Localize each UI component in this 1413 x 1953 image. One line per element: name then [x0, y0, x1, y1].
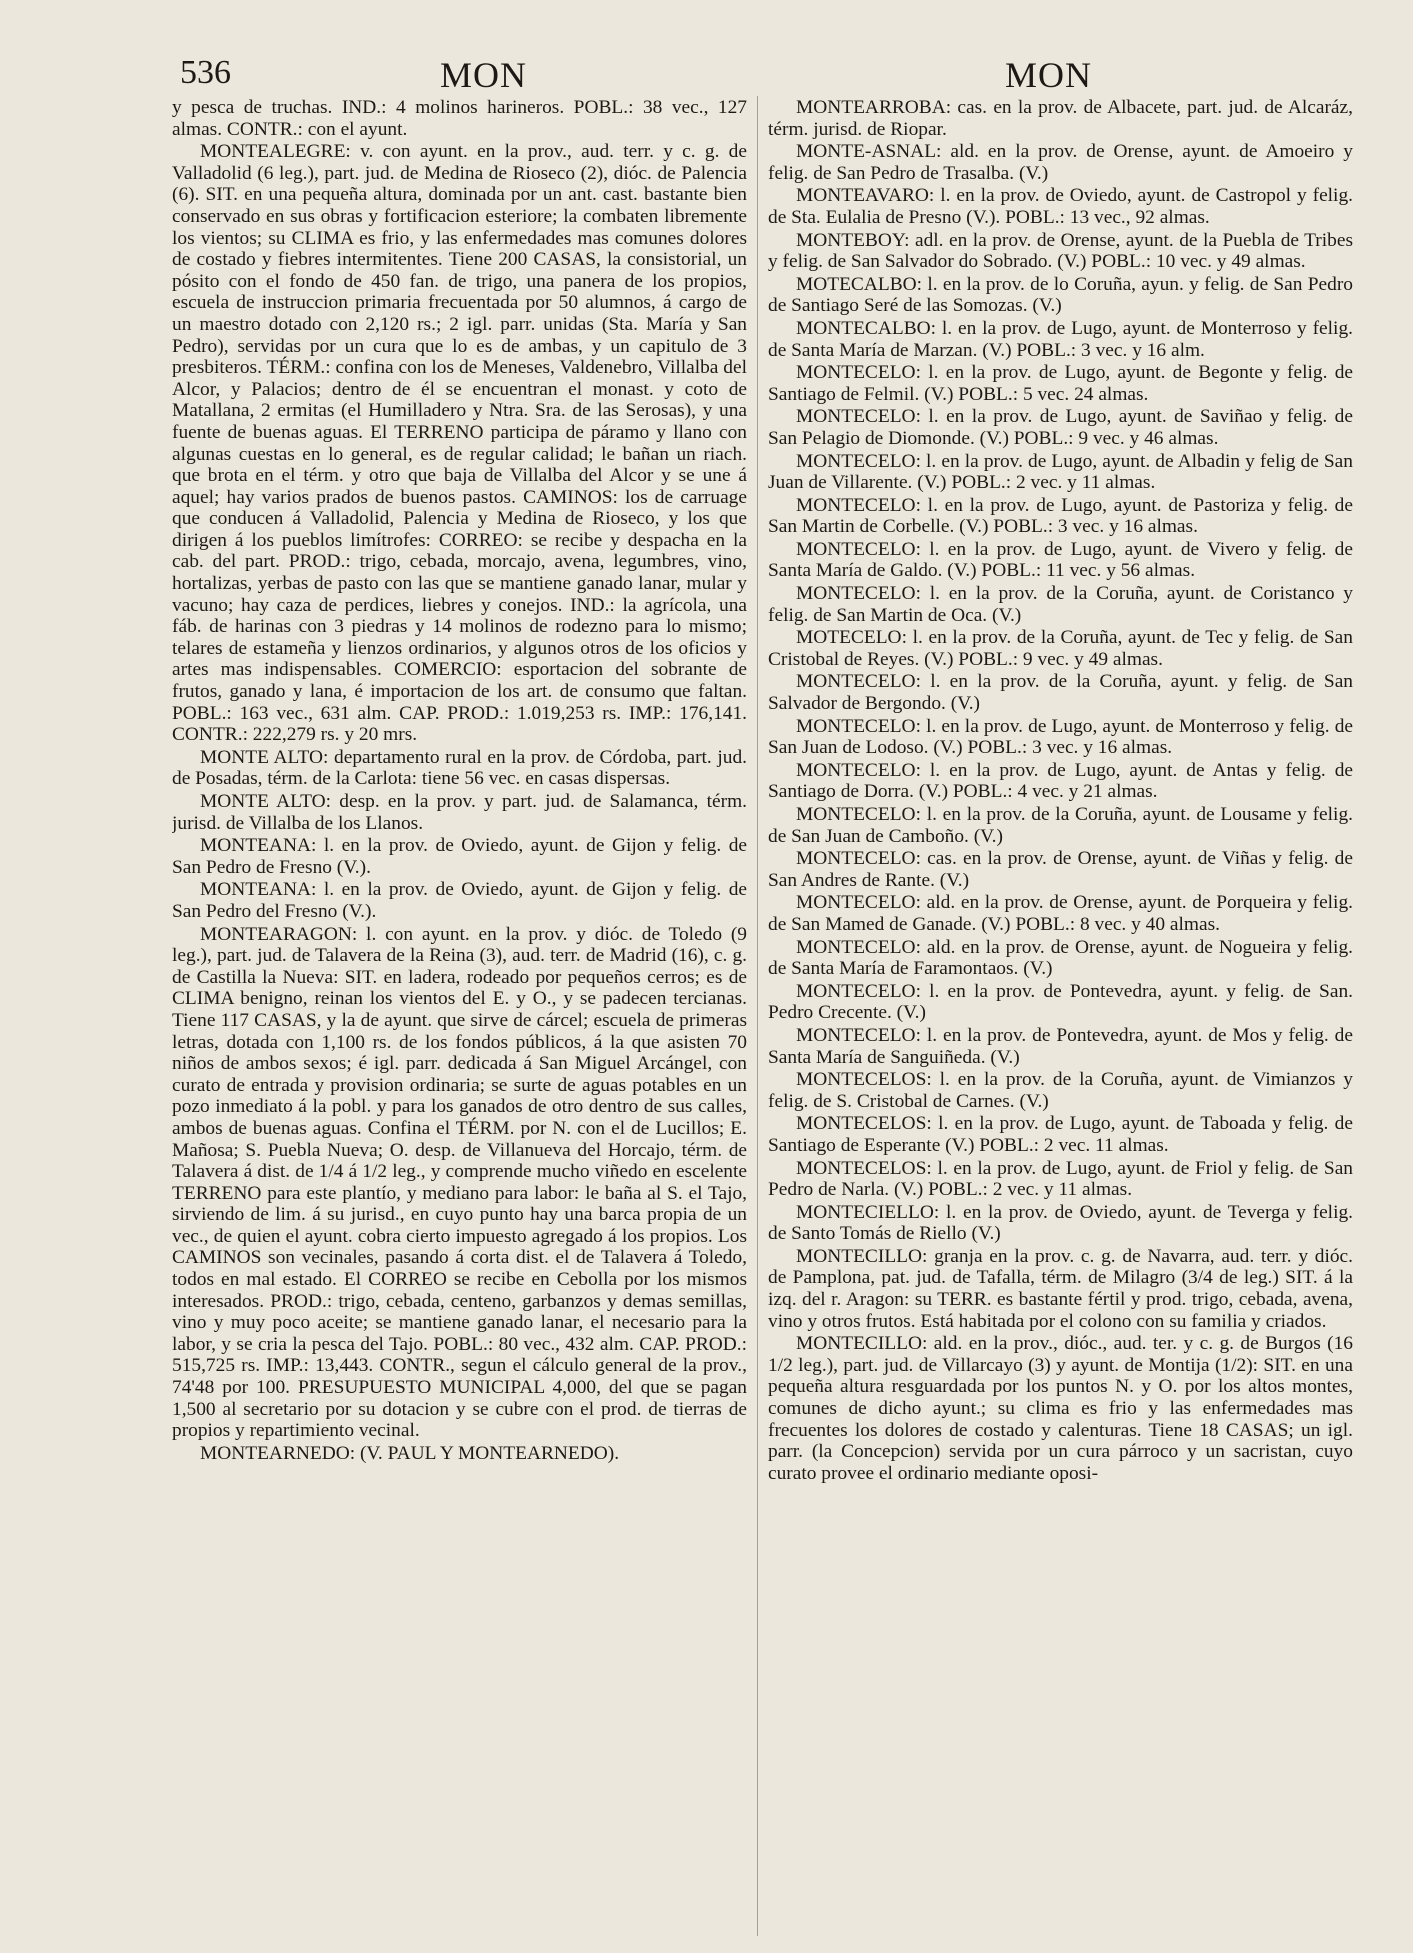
- entry-headword: MONTECELO: [796, 450, 916, 472]
- entry-headword: MONTEANA: [200, 835, 311, 857]
- entry-r21: [768, 1025, 1353, 1068]
- entry-body: : l. en la prov. de Lugo, ayunt. de Saviñao y felig. de San Pelagio de Diomonde. (V.) POBL.: 9 vec. y 46 almas.: [768, 406, 1353, 449]
- entry-body: : ald. en la prov. de Orense, ayunt. de Amoeiro y felig. de San Pedro de Trasalba. (V.): [768, 141, 1353, 184]
- entry-headword: MONTECELO: [796, 892, 916, 914]
- entry-r06: [768, 362, 1353, 405]
- entry-headword: MONTE ALTO: [200, 746, 324, 768]
- entry-headword: MONTECELO: [796, 759, 916, 781]
- entry-headword: MONTECELOS: [796, 1157, 927, 1179]
- entry-headword: MOTECELO: [796, 627, 902, 649]
- entry-headword: MONTECIELLO: [796, 1201, 934, 1223]
- entry-r24: [768, 1158, 1353, 1201]
- entry-body: : l. en la prov. de Lugo, ayunt. de Monterroso y felig. de Santa María de Marzan. (V.) POBL.: 3 vec. y 16 alm.: [768, 317, 1353, 361]
- entry-headword: MONTECELO: [796, 936, 916, 958]
- entry-headword: MONTEARAGON: [200, 923, 352, 945]
- entry-headword: MONTECELO: [796, 980, 916, 1002]
- entry-headword: MONTECELOS: [796, 1113, 927, 1135]
- entry-r02: [768, 185, 1353, 228]
- entry-headword: MOTECALBO: [796, 273, 917, 295]
- entry-e05: [172, 879, 747, 922]
- entry-body: : l. en la prov. de Oviedo, ayunt. de Castropol y felig. de Sta. Eulalia de Presno (V.). POBL.: 13 vec., 92 almas.: [768, 185, 1353, 228]
- page-number: 536: [180, 54, 231, 91]
- entry-r13: [768, 671, 1353, 714]
- entry-headword: MONTECELO: [796, 715, 916, 737]
- entry-headword: MONTECELO: [796, 671, 916, 693]
- entry-headword: MONTE ALTO: [200, 791, 326, 812]
- entry-body: : l. en la prov. de Lugo, ayunt. de Vivero y felig. de Santa María de Galdo. (V.) POBL.: 11 vec. y 56 almas.: [768, 538, 1353, 582]
- entry-headword: MONTECILLO: [796, 1245, 923, 1267]
- entry-r01: [768, 141, 1353, 184]
- entry-r15: [768, 760, 1353, 803]
- entry-e07: [172, 1443, 747, 1465]
- entry-body: : l. en la prov. de Lugo, ayunt. de Friol y felig. de San Pedro de Narla. (V.) POBL.: 2 vec. y 11 almas.: [768, 1157, 1353, 1201]
- entry-r20: [768, 981, 1353, 1024]
- entry-body: : ald. en la prov. de Orense, ayunt. de Porqueira y felig. de San Mamed de Ganade. (V.) POBL.: 8 vec. y 40 almas.: [768, 892, 1353, 935]
- entry-body: : l. en la prov. de la Coruña, ayunt. de Lousame y felig. de San Juan de Camboño. (V.): [768, 804, 1353, 847]
- entry-headword: MONTECELO: [796, 583, 916, 605]
- entry-body: : l. en la prov. de Pontevedra, ayunt. y felig. de San. Pedro Crecente. (V.): [768, 980, 1353, 1024]
- entry-r26: [768, 1246, 1353, 1332]
- entry-headword: MONTEALEGRE: [200, 141, 346, 163]
- entry-headword: MONTECILLO: [796, 1333, 923, 1355]
- entry-headword: MONTEARROBA: [796, 97, 946, 118]
- entry-body: : l. en la prov. de Lugo, ayunt. de Begonte y felig. de Santiago de Felmil. (V.) POBL.: 5 vec. 24 almas.: [768, 362, 1353, 405]
- entry-body: : l. en la prov. de Lugo, ayunt. de Pastoriza y felig. de San Martin de Corbelle. (V.) POBL.: 3 vec. y 16 almas.: [768, 494, 1353, 538]
- entry-r14: [768, 716, 1353, 759]
- entry-r25: [768, 1202, 1353, 1245]
- entry-r16: [768, 804, 1353, 847]
- entry-body: : l. en la prov. de la Coruña, ayunt. de Tec y felig. de San Cristobal de Reyes. (V.) POBL.: 9 vec. y 49 almas.: [768, 627, 1353, 670]
- left-column: [172, 97, 747, 1947]
- entry-headword: MONTEBOY: [796, 229, 905, 251]
- entry-headword: MONTEANA: [200, 879, 311, 901]
- entry-body: : ald. en la prov. de Orense, ayunt. de Nogueira y felig. de Santa María de Faramontaos. (V.): [768, 936, 1353, 980]
- entry-headword: MONTECELO: [796, 494, 916, 516]
- entry-r23: [768, 1113, 1353, 1156]
- entry-r09: [768, 495, 1353, 538]
- entry-e04: [172, 835, 747, 878]
- entry-r19: [768, 937, 1353, 980]
- entry-body: : l. en la prov. de la Coruña, ayunt. de Vimianzos y felig. de S. Cristobal de Carnes. (V.): [768, 1069, 1353, 1112]
- entry-r11: [768, 583, 1353, 626]
- right-running-head: MON: [1005, 55, 1093, 95]
- entry-body: : ald. en la prov., dióc., aud. ter. y c. g. de Burgos (16 1/2 leg.), part. jud. de Villarcayo (3) y ayunt. de Montija (1/2): SIT. en una pequeña altura resguardada por los puntos N. y O. por los altos montes, comunes de dicho ayunt.; su clima es frio y las enfermedades mas frecuentes los dolores de costado y calenturas. Tiene 18 CASAS; un igl. parr. (la Concepcion) servida por un cura párroco y un sacristan, cuyo curato provee el ordinario mediante oposi-: [768, 1333, 1353, 1484]
- entry-r18: [768, 892, 1353, 935]
- entry-body: : l. con ayunt. en la prov. y dióc. de Toledo (9 leg.), part. jud. de Talavera de la Reina (3), aud. terr. de Madrid (16), c. g. de Castilla la Nueva: SIT. en ladera, rodeado por pequeños cerros; es de CLIMA benigno, reinan los vientos del E. y O., y se padecen tercianas. Tiene 117 CASAS, y la de ayunt. que sirve de cárcel; escuela de primeras letras, dotada con 1,100 rs. de los fondos públicos, á la que asisten 70 niños de ambos sexos; é igl. parr. dedicada á San Miguel Arcángel, con curato de entrada y provision ordinaria; se surte de aguas potables en un pozo inmediato á la pobl. y para los ganados de otro dentro de sus calles, ambos de buenas aguas. Confina el TÉRM. por N. con el de Lucillos; E. Mañosa; S. Puebla Nueva; O. desp. de Villanueva del Horcajo, térm. de Talavera á dist. de 1/4 á 1/2 leg., y comprende mucho viñedo en escelente TERRENO para este plantío, y mediano para labor: le baña al S. el Tajo, sirviendo de lim. á su jurisd., en cuyo punto hay una barca propia de un vec., de quien el ayunt. cobra cierto impuesto agregado á los propios. Los CAMINOS son vecinales, pasando á corta dist. el de Talavera á Toledo, todos en mal estado. El CORREO se recibe en Cebolla por los mismos interesados. PROD.: trigo, cebada, centeno, garbanzos y demas semillas, vino y muy poco aceite; se mantiene ganado lanar, el necesario para la labor, y se cria la pesca del Tajo. POBL.: 80 vec., 432 alm. CAP. PROD.: 515,725 rs. IMP.: 13,443. CONTR., segun el cálculo general de la prov., 74'48 por 100. PRESUPUESTO MUNICIPAL 4,000, del que se pagan 1,500 al secretario por su dotacion y se cubre con el prod. de tierras de propios y repartimiento vecinal.: [172, 923, 747, 1442]
- entry-headword: MONTECELO: [796, 538, 916, 560]
- entry-body: : cas. en la prov. de Albacete, part. jud. de Alcaráz, térm. jurisd. de Riopar.: [768, 97, 1353, 140]
- entry-headword: MONTE-ASNAL: [796, 141, 937, 163]
- entry-body: : l. en la prov. de Oviedo, ayunt. de Gijon y felig. de San Pedro del Fresno (V.).: [172, 879, 747, 922]
- entry-headword: MONTECELO: [796, 1024, 916, 1046]
- entry-body: : l. en la prov. de Lugo, ayunt. de Albadin y felig de San Juan de Villarente. (V.) POBL.: 2 vec. y 11 almas.: [768, 450, 1353, 494]
- entry-r04: [768, 274, 1353, 317]
- column-divider: [757, 96, 758, 1936]
- entry-headword: MONTECELO: [796, 406, 916, 428]
- entry-r27: [768, 1333, 1353, 1484]
- entry-body: : cas. en la prov. de Orense, ayunt. de Viñas y felig. de San Andres de Rante. (V.): [768, 848, 1353, 891]
- entry-body: : desp. en la prov. y part. jud. de Salamanca, térm. jurisd. de Villalba de los Llanos.: [172, 791, 747, 834]
- entry-body: : l. en la prov. de lo Coruña, ayun. y felig. de San Pedro de Santiago Seré de las Somozas. (V.): [768, 273, 1353, 317]
- entry-headword: MONTECELOS: [796, 1069, 927, 1091]
- entry-body: : l. en la prov. de Lugo, ayunt. de Monterroso y felig. de San Juan de Lodoso. (V.) POBL.: 3 vec. y 16 almas.: [768, 715, 1353, 759]
- entry-headword: MONTECELO: [796, 362, 916, 384]
- entry-body: : v. con ayunt. en la prov., aud. terr. y c. g. de Valladolid (6 leg.), part. jud. de Medina de Rioseco (2), dióc. de Palencia (6). SIT. en una pequeña altura, dominada por un ant. cast. bastante bien conservado en sus obras y fortificacion esteriore; la combaten libremente los vientos; su CLIMA es frio, y las enfermedades mas comunes dolores de costado y fiebres intermitentes. Tiene 200 CASAS, la consistorial, un pósito con el fondo de 450 fan. de trigo, una panera de los propios, escuela de instruccion primaria frecuentada por 50 alumnos, á cargo de un maestro dotado con 2,120 rs.; 2 igl. parr. unidas (Sta. María y San Pedro), servidas por un cura que lo es de ambas, y un capitulo de 3 presbiteros. TÉRM.: confina con los de Meneses, Valdenebro, Villalba del Alcor, y Palacios; dentro de él se encuentran el monast. y coto de Matallana, 2 ermitas (el Humilladero y Ntra. Sra. de las Serosas), y una fuente de buenas aguas. El TERRENO participa de páramo y llano con algunas cuestas en lo general, es de regular calidad; le bañan un riach. que brota en el térm. y otro que baja de Villalba del Alcor y se une á aquel; hay varios prados de buenos pastos. CAMINOS: los de carruage que conducen á Valladolid, Palencia y Medina de Rioseco, y los que dirigen á los pueblos limítrofes: CORREO: se recibe y despacha en la cab. del part. PROD.: trigo, cebada, morcajo, avena, legumbres, vino, hortalizas, yerbas de pasto con las que se mantiene ganado lanar, mular y vacuno; hay caza de perdices, liebres y conejos. IND.: la agrícola, una fáb. de harinas con 3 piedras y 14 molinos de rodezno para lo mismo; telares de estameña y lienzos ordinarios, y algunos otros de los oficios y artes mas indispensables. COMERCIO: esportacion del sobrante de frutos, ganado y lana, é importacion de los art. de consumo que faltan. POBL.: 163 vec., 631 alm. CAP. PROD.: 1.019,253 rs. IMP.: 176,141. CONTR.: 222,279 rs. y 20 mrs.: [172, 141, 747, 746]
- entry-r03: [768, 230, 1353, 273]
- entry-r22: [768, 1069, 1353, 1112]
- entry-r12: [768, 627, 1353, 670]
- entry-headword: MONTECELO: [796, 804, 916, 825]
- entry-headword: MONTECALBO: [796, 317, 931, 339]
- right-column: [768, 97, 1353, 1947]
- entry-r00: [768, 97, 1353, 140]
- entry-body: : l. en la prov. de Oviedo, ayunt. de Teverga y felig. de Santo Tomás de Riello (V.): [768, 1201, 1353, 1245]
- entry-e01: [172, 141, 747, 746]
- entry-headword: MONTEAVARO: [796, 185, 929, 207]
- entry-r08: [768, 451, 1353, 494]
- entry-e06: [172, 924, 747, 1442]
- entry-r07: [768, 406, 1353, 449]
- entry-body: : l. en la prov. de Lugo, ayunt. de Taboada y felig. de Santiago de Esperante (V.) POBL.: 2 vec. 11 almas.: [768, 1113, 1353, 1156]
- left-running-head: MON: [440, 55, 528, 95]
- entry-body: : granja en la prov. c. g. de Navarra, aud. terr. y dióc. de Pamplona, pat. jud. de Tafalla, térm. de Milagro (3/4 de leg.) SIT. á la izq. del r. Aragon: su TERR. es bastante fértil y prod. trigo, cebada, avena, vino y otros frutos. Está habitada por el colono con su familia y criados.: [768, 1245, 1353, 1332]
- entry-e02: [172, 747, 747, 790]
- entry-r17: [768, 848, 1353, 891]
- entry-body: : l. en la prov. de la Coruña, ayunt. y felig. de San Salvador de Bergondo. (V.): [768, 671, 1353, 715]
- entry-body: : departamento rural en la prov. de Córdoba, part. jud. de Posadas, térm. de la Carlota: tiene 56 vec. en casas dispersas.: [172, 746, 747, 790]
- entry-e00: y pesca de truchas. IND.: 4 molinos harineros. POBL.: 38 vec., 127 almas. CONTR.: con el ayunt.: [172, 97, 747, 140]
- entry-r10: [768, 539, 1353, 582]
- entry-body: : adl. en la prov. de Orense, ayunt. de la Puebla de Tribes y felig. de San Salvador do Sobrado. (V.) POBL.: 10 vec. y 49 almas.: [768, 229, 1353, 273]
- entry-e03: [172, 791, 747, 834]
- entry-body: : l. en la prov. de la Coruña, ayunt. de Coristanco y felig. de San Martin de Oca. (V.): [768, 583, 1353, 626]
- entry-headword: MONTEARNEDO: [200, 1442, 350, 1464]
- entry-r05: [768, 318, 1353, 361]
- entry-body: : l. en la prov. de Pontevedra, ayunt. de Mos y felig. de Santa María de Sanguiñeda. (V.): [768, 1024, 1353, 1068]
- entry-body: : l. en la prov. de Lugo, ayunt. de Antas y felig. de Santiago de Dorra. (V.) POBL.: 4 vec. y 21 almas.: [768, 759, 1353, 803]
- entry-body: : l. en la prov. de Oviedo, ayunt. de Gijon y felig. de San Pedro de Fresno (V.).: [172, 835, 747, 878]
- entry-headword: MONTECELO: [796, 848, 916, 870]
- entry-body: : (V. PAUL Y MONTEARNEDO).: [349, 1442, 620, 1464]
